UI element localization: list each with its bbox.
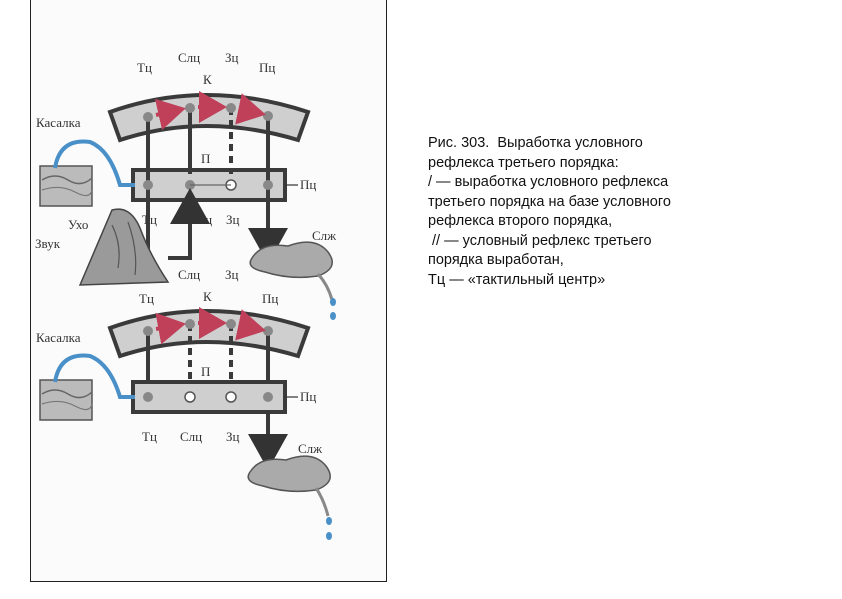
top-label-slc-bottom: Слц: [190, 212, 213, 227]
reflex-diagram: [0, 0, 420, 599]
top-label-zc-bottom: Зц: [226, 212, 240, 227]
bottom-sub-node-pc: [263, 392, 273, 402]
top-saliva-drop-2: [330, 312, 336, 320]
top-label-pc: Пц: [259, 60, 276, 75]
bottom-saliva-drop-1: [326, 517, 332, 525]
top-node-slc: [185, 103, 195, 113]
top-label-k: К: [203, 72, 212, 87]
top-skin-patch: [40, 166, 92, 206]
bottom-label-tc: Тц: [139, 291, 154, 306]
caption-line: Тц — «тактильный центр»: [428, 271, 606, 288]
top-cortex-arc: [110, 95, 308, 140]
caption-line: Рис. 303. Выработка условного: [428, 135, 643, 151]
bottom-label-slc-bottom: Слц: [180, 429, 203, 444]
top-label-pc-side: Пц: [300, 177, 317, 192]
bottom-label-pc: Пц: [262, 291, 279, 306]
bottom-label-pc-side: Пц: [300, 389, 317, 404]
top-node-pc: [263, 111, 273, 121]
bottom-label-p: П: [201, 364, 211, 379]
top-node-tc: [143, 112, 153, 122]
caption-line: // — условный рефлекс третьего: [428, 232, 652, 249]
bottom-sub-node-slc: [185, 392, 195, 402]
bottom-cortex-arc: [110, 311, 308, 356]
bottom-node-zc: [226, 319, 236, 329]
top-saliva-drop-1: [330, 298, 336, 306]
bottom-label-zc-bottom: Зц: [226, 429, 240, 444]
ear-to-slc-arrow: [168, 200, 190, 258]
caption-line: третьего порядка на базе условного: [428, 193, 671, 210]
bottom-node-slc: [185, 319, 195, 329]
bottom-skin-patch: [40, 380, 92, 420]
bottom-label-tc-bottom: Тц: [142, 429, 157, 444]
top-label-touch: Касалка: [36, 115, 81, 130]
bottom-sub-node-zc: [226, 392, 236, 402]
caption-line: порядка выработан,: [428, 252, 564, 268]
bottom-label-k: К: [203, 289, 212, 304]
bottom-sub-node-tc: [143, 392, 153, 402]
top-label-zc: Зц: [225, 50, 239, 65]
top-label-p: П: [201, 151, 211, 166]
bottom-node-tc: [143, 326, 153, 336]
bottom-node-pc: [263, 326, 273, 336]
top-label-slc: Слц: [178, 50, 201, 65]
bottom-label-zc: Зц: [225, 267, 239, 282]
label-sound: Звук: [35, 236, 61, 251]
bottom-label-touch: Касалка: [36, 330, 81, 345]
caption-line: / — выработка условного рефлекса: [428, 174, 669, 190]
top-sub-node-pc: [263, 180, 273, 190]
caption-line: рефлекса второго порядка,: [428, 213, 613, 229]
bottom-label-slc: Слц: [178, 267, 201, 282]
bottom-label-gland: Слж: [298, 441, 323, 456]
top-label-gland: Слж: [312, 228, 337, 243]
label-ear: Ухо: [68, 217, 89, 232]
top-label-tc: Тц: [137, 60, 152, 75]
bottom-saliva-drop-2: [326, 532, 332, 540]
caption-line: рефлекса третьего порядка:: [428, 154, 619, 171]
bottom-gland-icon: [248, 456, 330, 491]
top-node-zc: [226, 103, 236, 113]
bottom-panel: [36, 267, 332, 540]
top-label-tc-bottom: Тц: [142, 212, 157, 227]
figure-caption: [428, 134, 768, 290]
top-gland-icon: [250, 242, 332, 277]
top-sub-node-tc: [143, 180, 153, 190]
bottom-subcortex-box: [133, 382, 285, 412]
